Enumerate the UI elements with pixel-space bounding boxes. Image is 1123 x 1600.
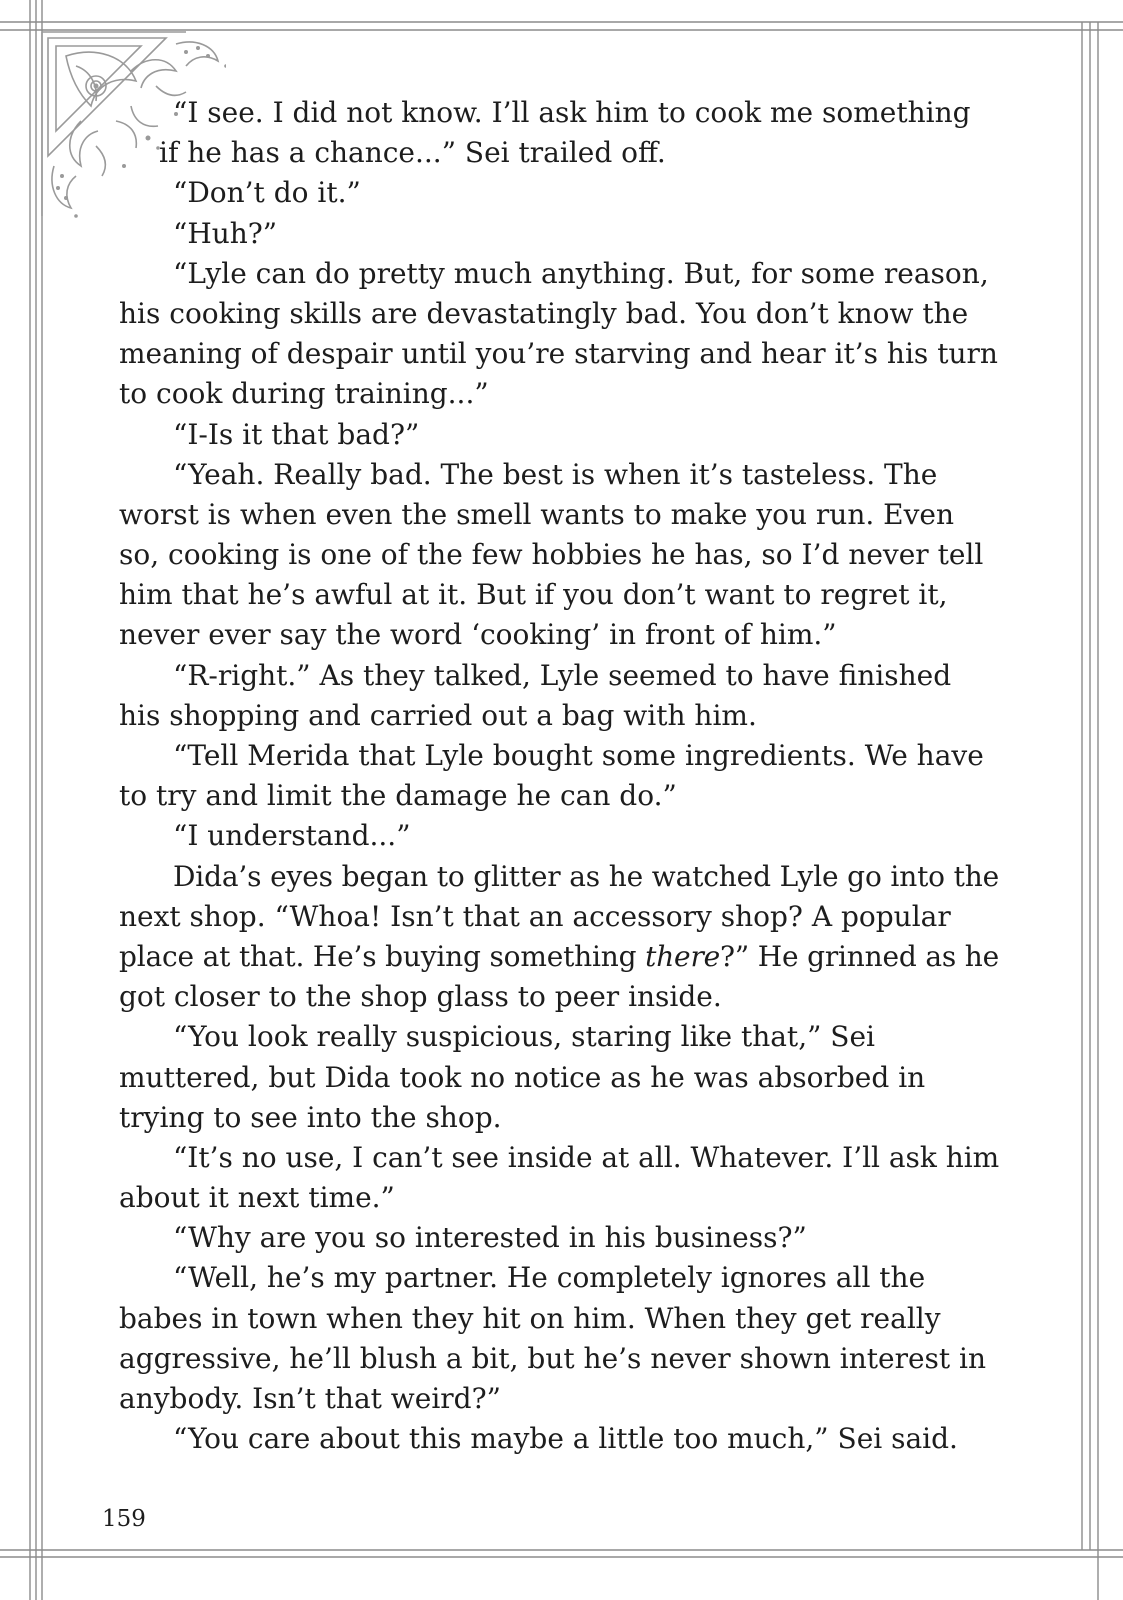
text-line: “I see. I did not know. I’ll ask him to cook me something — [173, 96, 971, 129]
text-line: “R-right.” As they talked, Lyle seemed to have finished — [173, 658, 952, 692]
text-line: “I understand...” — [173, 819, 411, 853]
text-line: aggressive, he’ll blush a bit, but he’s never shown interest in — [119, 1341, 987, 1375]
page-number: 159 — [102, 1506, 146, 1532]
text-line: “Why are you so interested in his business?” — [173, 1221, 807, 1255]
text-line: trying to see into the shop. — [119, 1100, 502, 1134]
body-text — [119, 93, 999, 1459]
text-line: about it next time.” — [119, 1181, 395, 1215]
text-line: never ever say the word ‘cooking’ in front of him.” — [119, 618, 837, 652]
text-line: “Yeah. Really bad. The best is when it’s tasteless. The — [173, 457, 938, 491]
text-line: his cooking skills are devastatingly bad. You don’t know the — [119, 296, 969, 330]
text-line: got closer to the shop glass to peer inside. — [119, 980, 722, 1014]
text-line: “Don’t do it.” — [173, 176, 361, 210]
text-line: “Tell Merida that Lyle bought some ingredients. We have — [173, 739, 984, 772]
text-line: worst is when even the smell wants to make you run. Even — [119, 497, 955, 531]
text-segment: ?” He grinned as he — [720, 939, 1000, 973]
text-line: to try and limit the damage he can do.” — [119, 779, 677, 813]
text-line: “Lyle can do pretty much anything. But, for some reason, — [173, 256, 989, 290]
text-line-italic — [119, 937, 999, 977]
text-line: meaning of despair until you’re starving and hear it’s his turn — [119, 337, 998, 371]
text-line: his shopping and carried out a bag with him. — [119, 698, 757, 732]
text-italic-segment: there — [645, 939, 721, 973]
text-line: “Huh?” — [173, 216, 278, 250]
text-line: if he has a chance...” Sei trailed off. — [159, 136, 666, 170]
text-line: so, cooking is one of the few hobbies he has, so I’d never tell — [119, 538, 984, 572]
text-line: to cook during training...” — [119, 377, 489, 411]
text-segment: place at that. He’s buying something — [119, 939, 646, 973]
text-line: “You look really suspicious, staring like that,” Sei — [173, 1020, 876, 1054]
text-line: next shop. “Whoa! Isn’t that an accessory shop? A popular — [119, 899, 951, 933]
text-line: anybody. Isn’t that weird?” — [119, 1382, 501, 1415]
text-line: babes in town when they hit on him. When they get really — [119, 1301, 941, 1335]
text-line: muttered, but Dida took no notice as he was absorbed in — [119, 1060, 926, 1094]
text-line: “Well, he’s my partner. He completely ignores all the — [173, 1261, 926, 1295]
text-line: him that he’s awful at it. But if you don’t want to regret it, — [119, 578, 948, 612]
text-line: Dida’s eyes began to glitter as he watched Lyle go into the — [173, 859, 1000, 893]
text-line: “I-Is it that bad?” — [173, 417, 420, 451]
text-line: “You care about this maybe a little too much,” Sei said. — [173, 1422, 958, 1456]
text-line: “It’s no use, I can’t see inside at all. Whatever. I’ll ask him — [173, 1140, 1000, 1174]
